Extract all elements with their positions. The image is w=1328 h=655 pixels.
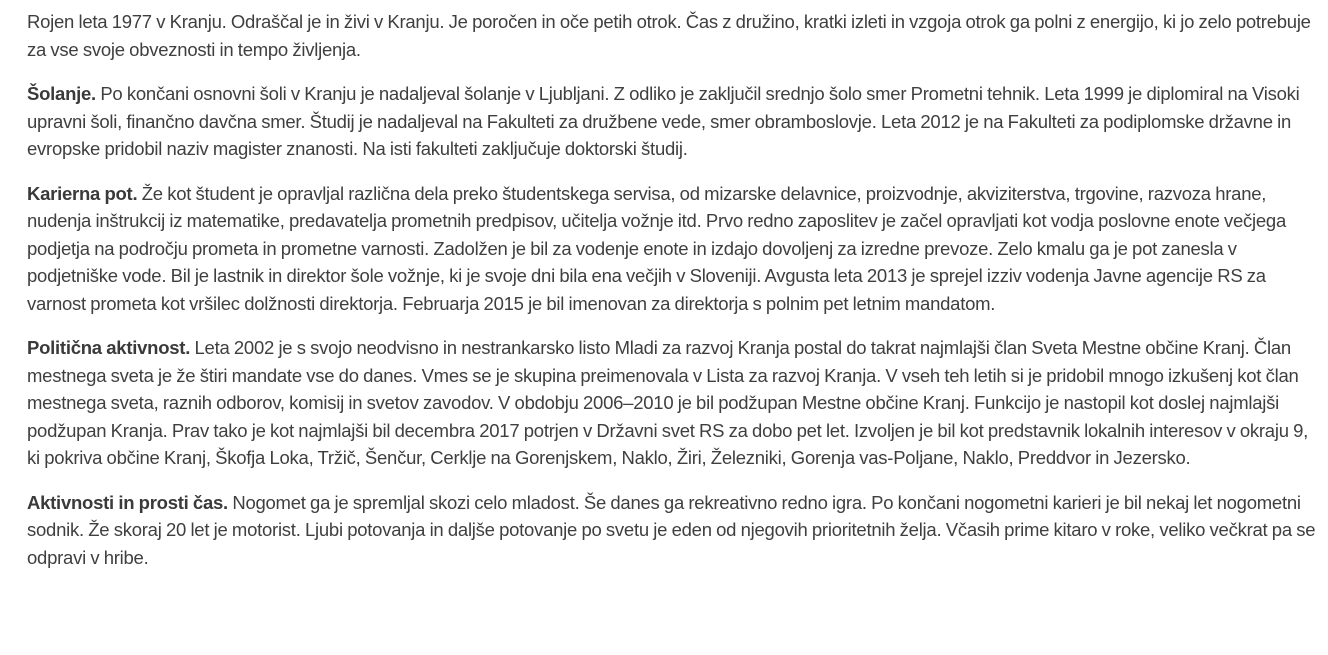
paragraph-education-text: Po končani osnovni šoli v Kranju je nadaljeval šolanje v Ljubljani. Z odliko je zaključil srednjo šolo smer Prometni tehnik. Leta 1999 je diplomiral na Visoki upravni šoli, finančno davčna smer. Študij je nadaljeval na Fakulteti za družbene vede, smer obramboslovje. Leta 2012 je na Fakulteti za podiplomske državne in evropske pridobil naziv magister znanosti. Na isti fakulteti zaključuje doktorski študij. xyxy=(27,83,1300,159)
paragraph-politics-heading: Politična aktivnost. xyxy=(27,337,191,358)
paragraph-education xyxy=(27,80,1317,163)
paragraph-intro xyxy=(27,8,1317,63)
paragraph-career-heading: Karierna pot. xyxy=(27,182,138,204)
paragraph-politics xyxy=(27,334,1317,472)
paragraph-intro-text: Rojen leta 1977 v Kranju. Odraščal je in živi v Kranju. Je poročen in oče petih otrok. Čas z družino, kratki izleti in vzgoja otrok ga polni z energijo, ki jo zelo potrebuje za vse svoje obveznosti in tempo življenja. xyxy=(27,11,1311,60)
paragraph-leisure xyxy=(27,489,1317,572)
paragraph-leisure-heading: Aktivnosti in prosti čas. xyxy=(27,491,228,513)
paragraph-career-text: Že kot študent je opravljal različna dela preko študentskega servisa, od mizarske delavnice, proizvodnje, akviziterstva, trgovine, razvoza hrane, nudenja inštrukcij iz matematike, predavatelja prometnih predpisov, učitelja vožnje itd. Prvo redno zaposlitev je začel opravljati kot vodja poslovne enote večjega podjetja na področju prometa in prometne varnosti. Zadolžen je bil za vodenje enote in izdajo dovoljenj za izredne prevoze. Zelo kmalu ga je pot zanesla v podjetniške vode. Bil je lastnik in direktor šole vožnje, ki je svoje dni bila ena večjih v Sloveniji. Avgusta leta 2013 je sprejel izziv vodenja Javne agencije RS za varnost prometa kot vršilec dolžnosti direktorja. Februarja 2015 je bil imenovan za direktorja s polnim pet letnim mandatom. xyxy=(27,182,1287,314)
paragraph-politics-text: Leta 2002 je s svojo neodvisno in nestrankarsko listo Mladi za razvoj Kranja postal do takrat najmlajši član Sveta Mestne občine Kranj. Član mestnega sveta je že štiri mandate vse do danes. Vmes se je skupina preimenovala v Lista za razvoj Kranja. V vseh teh letih si je pridobil mnogo izkušenj kot član mestnega sveta, raznih odborov, komisij in svetov zavodov. V obdobju 2006–2010 je bil podžupan Mestne občine Kranj. Funkcijo je nastopil kot doslej najmlajši podžupan Kranja. Prav tako je kot najmlajši bil decembra 2017 potrjen v Državni svet RS za dobo pet let. Izvoljen je bil kot predstavnik lokalnih interesov v okraju 9, ki pokriva občine Kranj, Škofja Loka, Tržič, Šenčur, Cerklje na Gorenjskem, Naklo, Žiri, Železniki, Gorenja vas-Poljane, Naklo, Preddvor in Jezersko. xyxy=(27,337,1309,468)
paragraph-education-heading: Šolanje. xyxy=(27,83,96,104)
paragraph-career xyxy=(27,180,1317,318)
paragraph-leisure-text: Nogomet ga je spremljal skozi celo mladost. Še danes ga rekreativno redno igra. Po končani nogometni karieri je bil nekaj let nogometni sodnik. Že skoraj 20 let je motorist. Ljubi potovanja in daljše potovanje po svetu je eden od njegovih prioritetnih želja. Včasih prime kitaro v roke, veliko večkrat pa se odpravi v hribe. xyxy=(27,491,1316,568)
biography-article xyxy=(27,8,1317,588)
